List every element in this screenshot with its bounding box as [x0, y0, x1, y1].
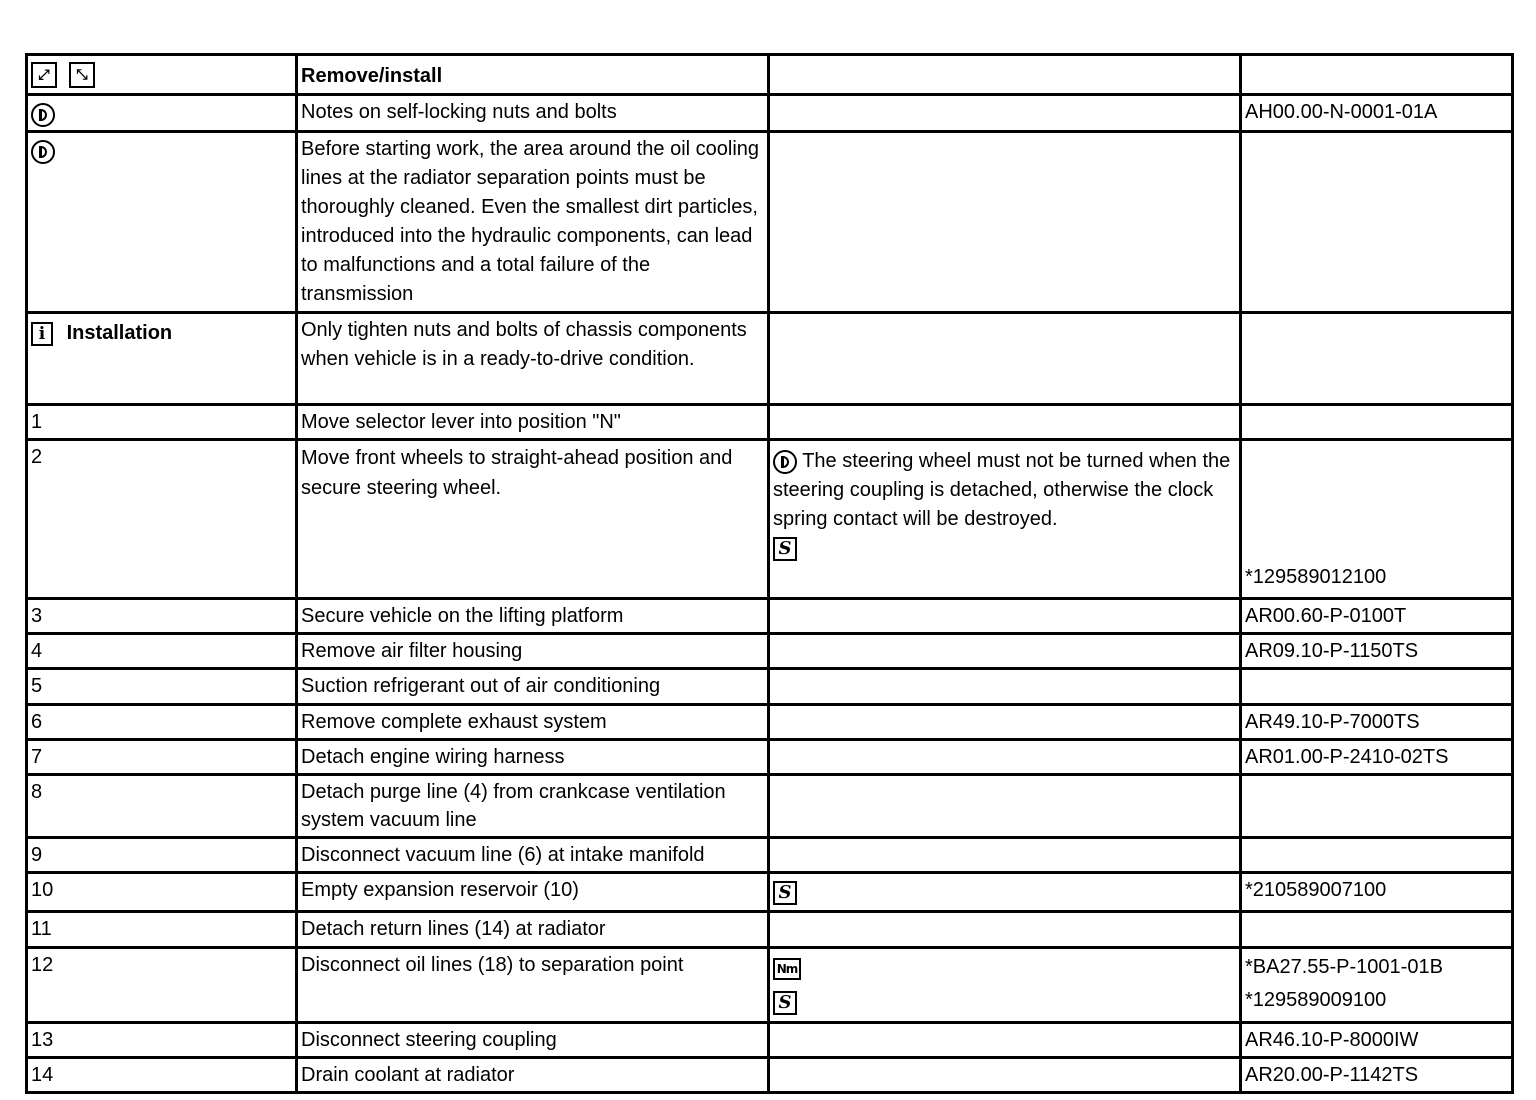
step-row [27, 1023, 1513, 1058]
step-number: 2 [27, 440, 297, 599]
step-text: Disconnect oil lines (18) to separation point [297, 948, 769, 1023]
step-number: 9 [27, 838, 297, 873]
reference-link[interactable]: AH00.00-N-0001-01A [1241, 95, 1513, 132]
step-text: Detach purge line (4) from crankcase ventilation system vacuum line [297, 775, 769, 838]
special-tool-icon[interactable]: S [773, 537, 797, 561]
reference-link[interactable]: AR46.10-P-8000IW [1241, 1023, 1513, 1058]
procedure-table [25, 53, 1514, 1094]
reference-link[interactable]: AR49.10-P-7000TS [1241, 705, 1513, 740]
header-icons-cell [27, 55, 297, 95]
reference-link[interactable]: *129589009100 [1245, 989, 1387, 1011]
note-text: Notes on self-locking nuts and bolts [297, 95, 769, 132]
note-icon [31, 140, 55, 164]
reference-link[interactable]: *129589012100 [1245, 566, 1387, 588]
note-text: Before starting work, the area around the oil cooling lines at the radiator separation points must be thoroughly cleaned. Even the smallest dirt particles, introduced into the hydraulic components, can lead to malfunctions and a total failure of the transmission [297, 132, 769, 313]
reference-link[interactable]: AR01.00-P-2410-02TS [1241, 740, 1513, 775]
step-text: Remove complete exhaust system [297, 705, 769, 740]
step-number: 3 [27, 599, 297, 634]
special-tool-icon[interactable]: S [773, 881, 797, 905]
step-row [27, 599, 1513, 634]
step-number: 14 [27, 1058, 297, 1093]
note-row [27, 95, 1513, 132]
step-text: Detach engine wiring harness [297, 740, 769, 775]
step-row [27, 912, 1513, 948]
reference-link[interactable]: *210589007100 [1241, 873, 1513, 912]
step-text: Remove air filter housing [297, 634, 769, 669]
step-note: The steering wheel must not be turned when the steering coupling is detached, otherwise the clock spring contact will be destroyed. [773, 450, 1231, 530]
step-number: 4 [27, 634, 297, 669]
step-number: 5 [27, 669, 297, 705]
step-number: 10 [27, 873, 297, 912]
expand-icon[interactable]: ⤢ [31, 62, 57, 88]
step-row [27, 634, 1513, 669]
note-row [27, 132, 1513, 313]
step-row [27, 705, 1513, 740]
step-row [27, 405, 1513, 440]
step-number: 8 [27, 775, 297, 838]
reference-link[interactable]: AR09.10-P-1150TS [1241, 634, 1513, 669]
step-text: Drain coolant at radiator [297, 1058, 769, 1093]
step-text: Suction refrigerant out of air conditioning [297, 669, 769, 705]
step-number: 7 [27, 740, 297, 775]
reference-link[interactable]: *BA27.55-P-1001-01B [1245, 956, 1443, 978]
step-number: 11 [27, 912, 297, 948]
step-note-cell [769, 440, 1241, 599]
step-text: Detach return lines (14) at radiator [297, 912, 769, 948]
step-row [27, 873, 1513, 912]
step-row [27, 440, 1513, 599]
reference-link[interactable]: AR20.00-P-1142TS [1241, 1058, 1513, 1093]
step-row [27, 740, 1513, 775]
special-tool-icon[interactable]: S [773, 991, 797, 1015]
step-text: Empty expansion reservoir (10) [297, 873, 769, 912]
collapse-icon[interactable]: ⤡ [69, 62, 95, 88]
installation-row [27, 313, 1513, 405]
step-row [27, 669, 1513, 705]
reference-link[interactable]: AR00.60-P-0100T [1241, 599, 1513, 634]
step-row [27, 948, 1513, 1023]
step-row [27, 775, 1513, 838]
step-number: 6 [27, 705, 297, 740]
step-text: Move selector lever into position "N" [297, 405, 769, 440]
step-row [27, 838, 1513, 873]
installation-label: Installation [66, 322, 173, 344]
step-number: 13 [27, 1023, 297, 1058]
step-row [27, 1058, 1513, 1093]
header-row [27, 55, 1513, 95]
torque-icon[interactable]: Nm [773, 958, 801, 980]
note-icon [773, 450, 797, 474]
step-text: Disconnect vacuum line (6) at intake manifold [297, 838, 769, 873]
step-text: Secure vehicle on the lifting platform [297, 599, 769, 634]
step-text: Move front wheels to straight-ahead position and secure steering wheel. [297, 440, 769, 599]
note-icon [31, 103, 55, 127]
step-number: 12 [27, 948, 297, 1023]
info-icon: i [31, 322, 53, 346]
header-title: Remove/install [297, 55, 769, 95]
step-number: 1 [27, 405, 297, 440]
step-text: Disconnect steering coupling [297, 1023, 769, 1058]
note-text: Only tighten nuts and bolts of chassis components when vehicle is in a ready-to-drive condition. [297, 313, 769, 405]
